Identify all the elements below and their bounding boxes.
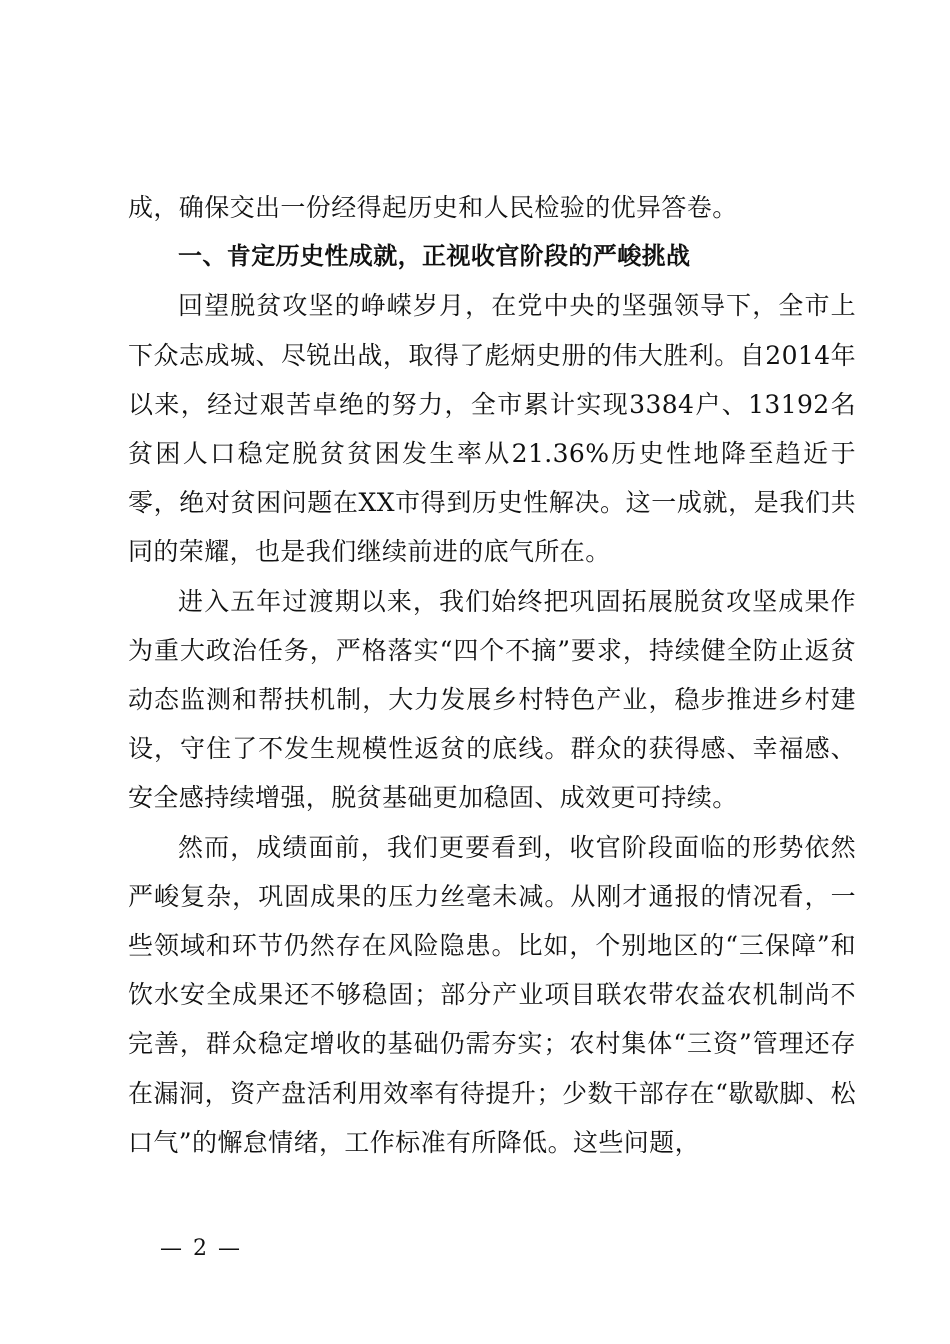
paragraph-achievements: 回望脱贫攻坚的峥嵘岁月，在党中央的坚强领导下，全市上下众志成城、尽锐出战，取得了彪炳史册的伟大胜利。自2014年以来，经过艰苦卓绝的努力，全市累计实现3384户、13192名贫困人口稳定脱贫贫困发生率从21.36%历史性地降至趋近于零，绝对贫困问题在XX市得到历史性解决。这一成就，是我们共同的荣耀，也是我们继续前进的底气所在。 [128, 291, 856, 567]
paragraph-transition-period: 进入五年过渡期以来，我们始终把巩固拓展脱贫攻坚成果作为重大政治任务，严格落实“四个不摘”要求，持续健全防止返贫动态监测和帮扶机制，大力发展乡村特色产业，稳步推进乡村建设，守住了不发生规模性返贫的底线。群众的获得感、幸福感、安全感持续增强，脱贫基础更加稳固、成效更可持续。 [128, 586, 856, 813]
paragraph-challenges: 然而，成绩面前，我们更要看到，收官阶段面临的形势依然严峻复杂，巩固成果的压力丝毫未减。从刚才通报的情况看，一些领域和环节仍然存在风险隐患。比如，个别地区的“三保障”和饮水安全成果还不够稳固；部分产业项目联农带农益农机制尚不完善，群众稳定增收的基础仍需夯实；农村集体“三资”管理还存在漏洞，资产盘活利用效率有待提升；少数干部存在“歇歇脚、松口气”的懈怠情绪，工作标准有所降低。这些问题， [128, 832, 856, 1157]
paragraph-continuation: 成，确保交出一份经得起历史和人民检验的优异答卷。 [128, 193, 738, 222]
document-body [128, 183, 856, 1167]
section-heading: 一、肯定历史性成就，正视收官阶段的严峻挑战 [178, 242, 691, 271]
page-number: — 2 — [160, 1236, 242, 1261]
